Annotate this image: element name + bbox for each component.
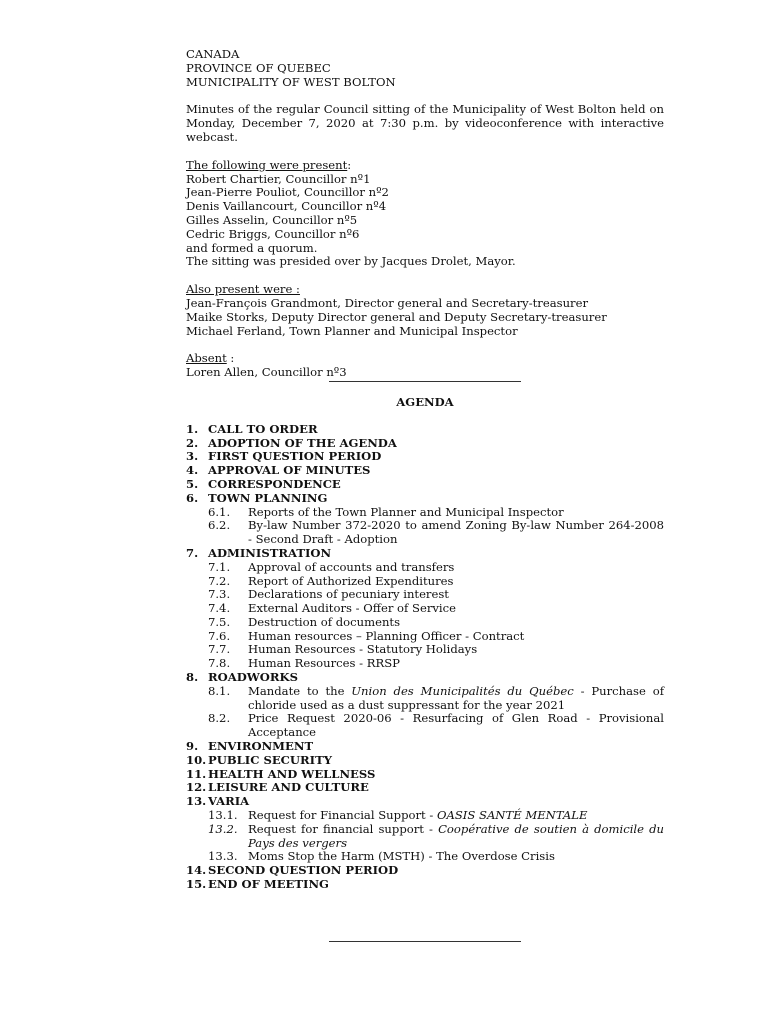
agenda-item-number: 10. bbox=[186, 752, 207, 767]
agenda-item bbox=[186, 795, 664, 809]
agenda-subitem-number: 7.8. bbox=[208, 656, 231, 671]
present-heading-text: The following were present bbox=[186, 157, 348, 172]
present-heading bbox=[186, 159, 664, 173]
absent-heading-colon: : bbox=[226, 351, 235, 366]
agenda-item-label: TOWN PLANNING bbox=[208, 490, 328, 505]
present-heading-colon: : bbox=[347, 157, 352, 172]
agenda-subitem-label: Moms Stop the Harm (MSTH) - The Overdose Crisis bbox=[248, 849, 555, 864]
agenda-subitem bbox=[208, 643, 664, 657]
agenda-subitem-label bbox=[248, 685, 664, 713]
agenda-subitem-label: Price Request 2020-06 - Resurfacing of Glen Road - Provisional Acceptance bbox=[248, 711, 664, 740]
agenda-item-label: ROADWORKS bbox=[208, 670, 298, 685]
agenda-subitem-number: 7.7. bbox=[208, 642, 231, 657]
agenda-item bbox=[186, 671, 664, 685]
quorum-line: and formed a quorum. bbox=[186, 240, 318, 255]
agenda-item bbox=[186, 878, 664, 892]
agenda-item bbox=[186, 781, 664, 795]
agenda-subitem-text: - Purchase of chloride used as a dust suppressant for the year 2021 bbox=[248, 683, 664, 712]
agenda-item-label: ADOPTION OF THE AGENDA bbox=[208, 435, 397, 450]
section-divider bbox=[329, 381, 521, 382]
agenda-subitem bbox=[208, 712, 664, 740]
agenda-subitem-label: Approval of accounts and transfers bbox=[248, 559, 455, 574]
agenda-item bbox=[186, 464, 664, 478]
agenda-subitem-number: 7.3. bbox=[208, 587, 231, 602]
agenda-item-label: LEISURE AND CULTURE bbox=[208, 780, 369, 795]
agenda-subitem-number: 7.4. bbox=[208, 601, 231, 616]
absent-heading-text: Absent bbox=[186, 351, 227, 366]
agenda-subitem bbox=[208, 588, 664, 602]
agenda-item-label: CALL TO ORDER bbox=[208, 421, 318, 436]
agenda-subitem-number: 13.1. bbox=[208, 808, 238, 823]
agenda-subitem bbox=[208, 519, 664, 547]
agenda-subitem-number: 8.2. bbox=[208, 711, 231, 726]
agenda-item-label: END OF MEETING bbox=[208, 877, 329, 892]
agenda-item-label: FIRST QUESTION PERIOD bbox=[208, 449, 382, 464]
agenda-subitem-label bbox=[248, 823, 664, 851]
agenda-subitem bbox=[208, 575, 664, 589]
agenda-subitem-text: Mandate to the bbox=[248, 683, 352, 698]
agenda-subitem-text: Request for Financial Support - bbox=[248, 808, 437, 823]
agenda-subitem-italic-text: OASIS SANTÉ MENTALE bbox=[436, 808, 588, 823]
agenda-item-number: 12. bbox=[186, 780, 207, 795]
present-member: Jean-Pierre Pouliot, Councillor nº2 bbox=[186, 185, 389, 200]
also-present-heading: Also present were : bbox=[186, 282, 300, 297]
agenda-item bbox=[186, 547, 664, 561]
agenda-item bbox=[186, 740, 664, 754]
agenda-subitem-number: 7.5. bbox=[208, 614, 231, 629]
agenda-subitem-number: 7.2. bbox=[208, 573, 231, 588]
agenda-item-number: 13. bbox=[186, 794, 207, 809]
also-present-member: Michael Ferland, Town Planner and Municipal Inspector bbox=[186, 323, 518, 338]
agenda-subitem-label: Destruction of documents bbox=[248, 614, 401, 629]
agenda-subitem-number: 6.1. bbox=[208, 504, 231, 519]
agenda-subitem-number: 13.3. bbox=[208, 849, 238, 864]
agenda-subitem-label: Human Resources - Statutory Holidays bbox=[248, 642, 478, 657]
agenda-subitem bbox=[208, 616, 664, 630]
agenda-subitem-number: 13.2. bbox=[208, 821, 238, 836]
presided-line: The sitting was presided over by Jacques Drolet, Mayor. bbox=[186, 254, 516, 269]
agenda-item bbox=[186, 478, 664, 492]
agenda-item-number: 6. bbox=[186, 490, 199, 505]
agenda-subitem bbox=[208, 506, 664, 520]
agenda-item-number: 4. bbox=[186, 463, 199, 478]
agenda-item bbox=[186, 864, 664, 878]
minutes-content bbox=[186, 48, 664, 892]
agenda-subitem-label: Declarations of pecuniary interest bbox=[248, 587, 449, 602]
present-member: Robert Chartier, Councillor nº1 bbox=[186, 171, 371, 186]
agenda-item-number: 9. bbox=[186, 739, 199, 754]
agenda-item-number: 15. bbox=[186, 877, 207, 892]
absent-heading bbox=[186, 352, 664, 366]
agenda-item-label: PUBLIC SECURITY bbox=[208, 752, 332, 767]
agenda-item-number: 11. bbox=[186, 766, 207, 781]
agenda-subitem-label bbox=[248, 809, 664, 823]
agenda-subitem-label: Human resources – Planning Officer - Contract bbox=[248, 628, 525, 643]
agenda-subitem-label: External Auditors - Offer of Service bbox=[248, 601, 456, 616]
agenda-title: AGENDA bbox=[396, 394, 454, 409]
agenda-subitem bbox=[208, 823, 664, 851]
agenda-subitem-number: 7.1. bbox=[208, 559, 231, 574]
agenda-item-label: APPROVAL OF MINUTES bbox=[208, 463, 371, 478]
agenda-item-label: ENVIRONMENT bbox=[208, 739, 314, 754]
agenda-subitem-text: Request for financial support - bbox=[248, 821, 439, 836]
agenda-subitem bbox=[208, 602, 664, 616]
agenda-item-number: 7. bbox=[186, 545, 199, 560]
footer-divider bbox=[329, 941, 521, 942]
agenda-list bbox=[186, 423, 664, 892]
agenda-item-number: 1. bbox=[186, 421, 199, 436]
agenda-subitem-number: 6.2. bbox=[208, 518, 231, 533]
present-member: Denis Vaillancourt, Councillor nº4 bbox=[186, 199, 387, 214]
agenda-item bbox=[186, 423, 664, 437]
agenda-item-label: ADMINISTRATION bbox=[208, 545, 332, 560]
intro-paragraph: Minutes of the regular Council sitting of the Municipality of West Bolton held on Monday, December 7, 2020 at 7:30 p.m. by videoconference with interactive webcast. bbox=[186, 102, 664, 144]
agenda-item bbox=[186, 492, 664, 506]
agenda-subitem-number: 8.1. bbox=[208, 683, 231, 698]
agenda-item bbox=[186, 754, 664, 768]
agenda-item-label: VARIA bbox=[208, 794, 250, 809]
agenda-subitem bbox=[208, 630, 664, 644]
agenda-item-number: 2. bbox=[186, 435, 199, 450]
header-country: CANADA bbox=[186, 47, 240, 61]
header-municipality: MUNICIPALITY OF WEST BOLTON bbox=[186, 74, 396, 89]
agenda-item bbox=[186, 437, 664, 451]
agenda-subitem bbox=[208, 657, 664, 671]
agenda-subitem-italic-text: Union des Municipalités du Québec bbox=[351, 683, 574, 698]
agenda-subitem-italic-text: Coopérative de soutien à domicile du Pays des vergers bbox=[248, 821, 664, 850]
present-member: Cedric Briggs, Councillor nº6 bbox=[186, 226, 360, 241]
agenda-item-label: SECOND QUESTION PERIOD bbox=[208, 863, 399, 878]
agenda-item-label: HEALTH AND WELLNESS bbox=[208, 766, 376, 781]
agenda-subitem bbox=[208, 561, 664, 575]
agenda-item-number: 3. bbox=[186, 449, 199, 464]
agenda-item-number: 8. bbox=[186, 670, 199, 685]
agenda-subitem bbox=[208, 809, 664, 823]
agenda-item bbox=[186, 450, 664, 464]
agenda-subitem-label: By-law Number 372-2020 to amend Zoning By-law Number 264-2008 - Second Draft - Adoption bbox=[248, 518, 664, 547]
agenda-item-number: 5. bbox=[186, 476, 199, 491]
agenda-subitem-label: Report of Authorized Expenditures bbox=[248, 573, 454, 588]
also-present-member: Jean-François Grandmont, Director general and Secretary-treasurer bbox=[186, 295, 588, 310]
also-present-member: Maike Storks, Deputy Director general and Deputy Secretary-treasurer bbox=[186, 309, 607, 324]
agenda-subitem-number: 7.6. bbox=[208, 628, 231, 643]
agenda-subitem-label: Human Resources - RRSP bbox=[248, 656, 400, 671]
agenda-subitem bbox=[208, 850, 664, 864]
header-province: PROVINCE OF QUEBEC bbox=[186, 60, 331, 75]
agenda-subitem bbox=[208, 685, 664, 713]
absent-member: Loren Allen, Councillor nº3 bbox=[186, 365, 347, 380]
agenda-item-number: 14. bbox=[186, 863, 207, 878]
agenda-item bbox=[186, 768, 664, 782]
agenda-item-label: CORRESPONDENCE bbox=[208, 476, 341, 491]
agenda-subitem-label: Reports of the Town Planner and Municipal Inspector bbox=[248, 504, 564, 519]
present-member: Gilles Asselin, Councillor nº5 bbox=[186, 212, 358, 227]
